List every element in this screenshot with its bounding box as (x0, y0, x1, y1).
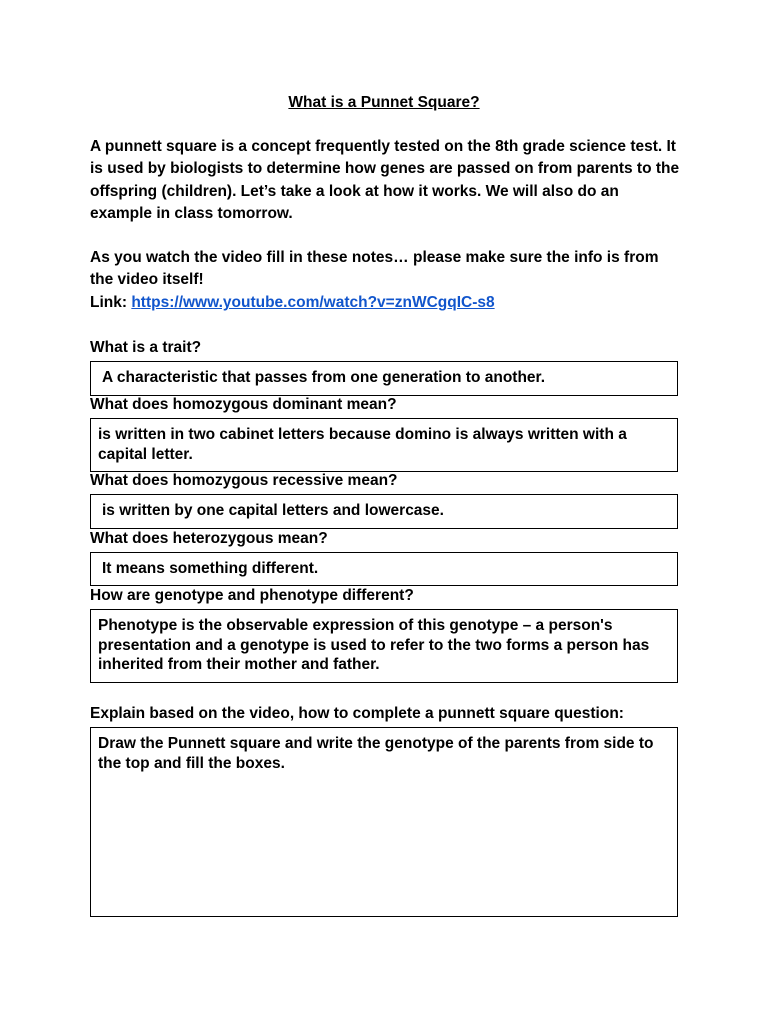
answer-box-heterozygous[interactable]: It means something different. (90, 552, 678, 586)
answer-box-homozygous-dominant[interactable]: is written in two cabinet letters because domino is always written with a capital letter. (90, 418, 678, 472)
video-link[interactable]: https://www.youtube.com/watch?v=znWCgqIC-s8 (131, 294, 495, 311)
link-line (90, 292, 495, 314)
intro-paragraph: A punnett square is a concept frequently tested on the 8th grade science test. It is used by biologists to determine how genes are passed on from parents to the offspring (children). Let’s take a look at how it works. We will also do an example in class tomorrow. (90, 138, 680, 223)
question-genotype-phenotype: How are genotype and phenotype different? (90, 587, 414, 604)
answer-box-genotype-phenotype[interactable]: Phenotype is the observable expression of this genotype – a person's presentation and a genotype is used to refer to the two forms a person has inherited from their mother and father. (90, 609, 678, 683)
page-title: What is a Punnet Square? (288, 94, 480, 111)
answer-box-homozygous-recessive[interactable]: is written by one capital letters and lowercase. (90, 494, 678, 529)
question-trait: What is a trait? (90, 339, 202, 356)
answer-box-trait[interactable]: A characteristic that passes from one generation to another. (90, 361, 678, 396)
answer-box-punnett-steps[interactable]: Draw the Punnett square and write the genotype of the parents from side to the top and fill the boxes. (90, 727, 678, 917)
question-punnett-steps: Explain based on the video, how to complete a punnett square question: (90, 705, 624, 722)
question-homozygous-dominant: What does homozygous dominant mean? (90, 396, 397, 413)
instructions-paragraph: As you watch the video fill in these notes… please make sure the info is from the video itself! (90, 249, 659, 289)
link-label: Link: (90, 294, 132, 311)
question-homozygous-recessive: What does homozygous recessive mean? (90, 472, 398, 489)
question-heterozygous: What does heterozygous mean? (90, 530, 328, 547)
